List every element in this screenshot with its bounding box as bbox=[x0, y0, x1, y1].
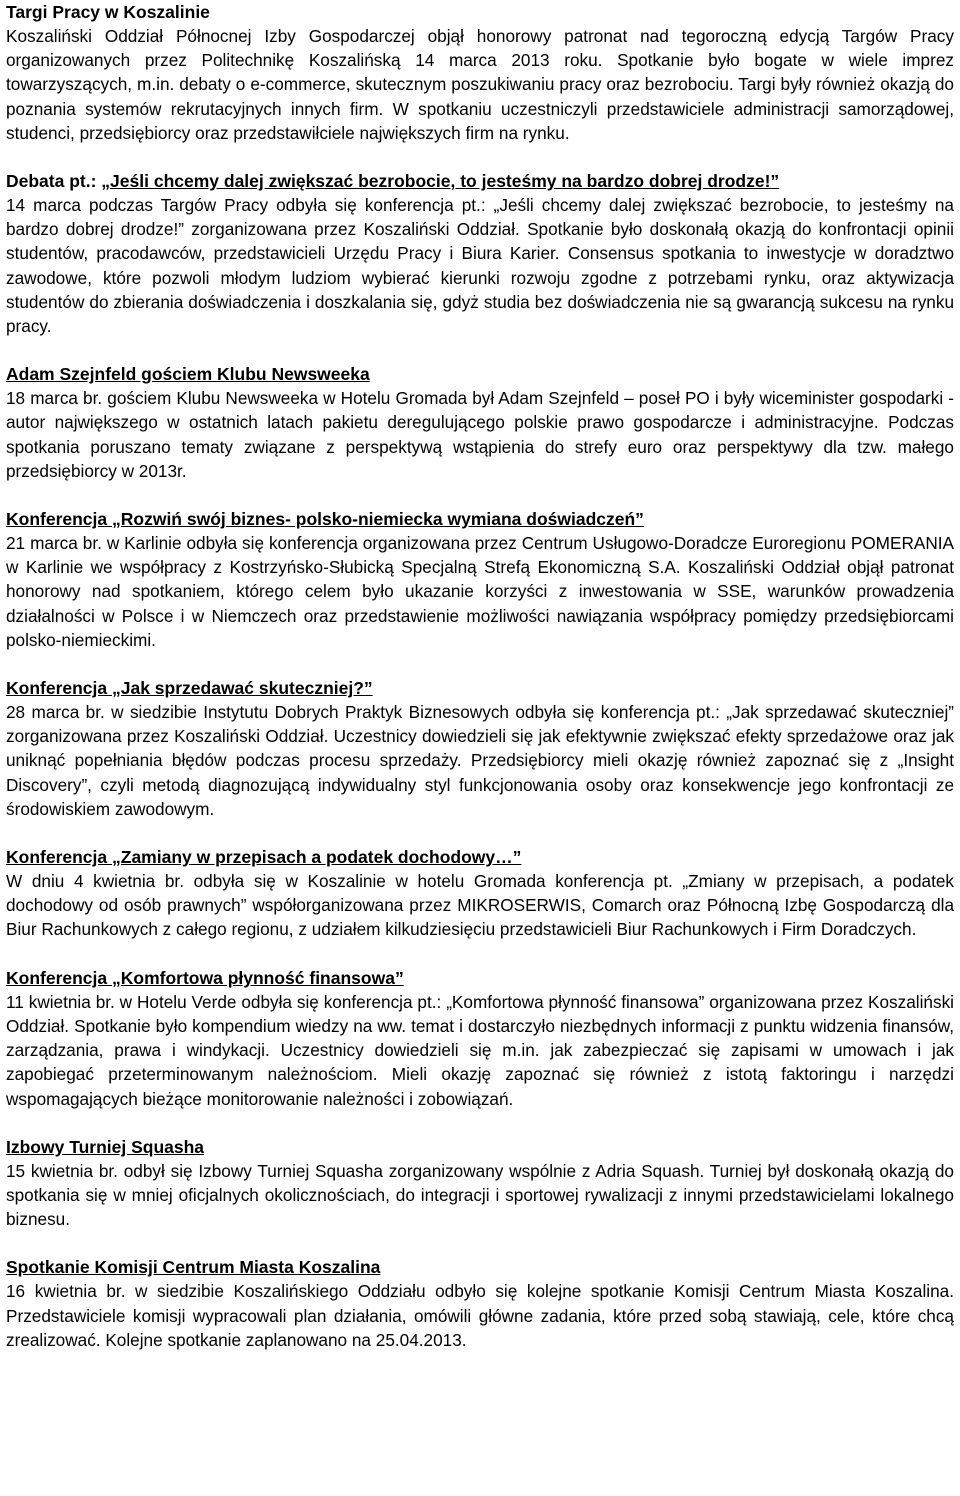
document bbox=[6, 0, 954, 1352]
section-title: Targi Pracy w Koszalinie bbox=[6, 2, 210, 22]
spacer bbox=[6, 145, 954, 169]
section-body: 15 kwietnia br. odbył się Izbowy Turniej Squasha zorganizowany wspólnie z Adria Squash. Turniej był doskonałą okazją do spotkania się w mniej oficjalnych okolicznościach, do integracji i sportowej rywalizacji z innymi przedstawicielami lokalnego biznesu. bbox=[6, 1160, 954, 1230]
section-body: 11 kwietnia br. w Hotelu Verde odbyła się konferencja pt.: „Komfortowa płynność finansowa” organizowana przez Koszaliński Oddział. Spotkanie było kompendium wiedzy na ww. temat i dostarczyło niezbędnych informacji z punktu widzenia finansów, zarządzania, prawa i windykacji. Uczestnicy dowiedzieli się m.in. jak zabezpieczać się zapisami w umowach i jak zapobiegać przeterminowanym należnościom. Mieli okazję zapoznać się również z istotą faktoringu i narzędzi wspomagających bieżące monitorowanie należności i zobowiązań. bbox=[6, 991, 954, 1109]
section-komfortowa-plynnosc bbox=[6, 966, 954, 1111]
section-targi-pracy bbox=[6, 0, 954, 145]
section-body: Koszaliński Oddział Północnej Izby Gospodarczej objął honorowy patronat nad tegoroczną edycją Targów Pracy organizowanych przez Politechnikę Koszalińską 14 marca 2013 roku. Spotkanie było bogate w wiele imprez towarzyszących, m.in. debaty o e-commerce, skutecznym poszukiwaniu pracy oraz bezrobociu. Targi były również okazją do poznania systemów rekrutacyjnych innych firm. W spotkaniu uczestniczyli przedstawiciele administracji samorządowej, studenci, przedsiębiorcy oraz przedstawiłciele największych firm na rynku. bbox=[6, 26, 954, 143]
section-title-prefix: Debata pt.: bbox=[6, 171, 102, 192]
section-title: Konferencja „Jak sprzedawać skuteczniej?” bbox=[6, 678, 373, 699]
section-title: Konferencja „Komfortowa płynność finansowa” bbox=[6, 967, 404, 988]
spacer bbox=[6, 483, 954, 507]
spacer bbox=[6, 821, 954, 845]
spacer bbox=[6, 338, 954, 362]
section-body: 14 marca podczas Targów Pracy odbyła się konferencja pt.: „Jeśli chcemy dalej zwiększać bezrobocie, to jesteśmy na bardzo dobrej drodze!” zorganizowana przez Koszaliński Oddział. Spotkanie było doskonałą okazją do konfrontacji opinii studentów, pracodawców, przedstawicieli Urzędu Pracy i Biura Karier. Consensus spotkania to inwestycje w doradztwo zawodowe, które pozwoli młodym ludziom wybierać kierunki rozwoju zgodne z potrzebami rynku, oraz aktywizacja studentów do zbierania doświadczenia i doszkalania się, gdyż studia bez doświadczenia nie są gwarancją sukcesu na rynku pracy. bbox=[6, 195, 954, 337]
section-title: Konferencja „Rozwiń swój biznes- polsko-niemiecka wymiana doświadczeń” bbox=[6, 509, 644, 530]
spacer bbox=[6, 652, 954, 676]
section-title: Spotkanie Komisji Centrum Miasta Koszalina bbox=[6, 1257, 381, 1278]
section-title: Konferencja „Zamiany w przepisach a podatek dochodowy…” bbox=[6, 847, 522, 868]
section-szejnfeld bbox=[6, 362, 954, 483]
section-title: Izbowy Turniej Squasha bbox=[6, 1136, 205, 1157]
section-body: W dniu 4 kwietnia br. odbyła się w Koszalinie w hotelu Gromada konferencja pt. „Zmiany w przepisach, a podatek dochodowy od osób prawnych” współorganizowana przez MIKROSERWIS, Comarch oraz Północną Izbę Gospodarczą dla Biur Rachunkowych z całego regionu, z udziałem kilkudziesięciu przedstawicieli Biur Rachunkowych i Firm Doradczych. bbox=[6, 871, 954, 940]
section-debata bbox=[6, 169, 954, 338]
section-title-main: „Jeśli chcemy dalej zwiększać bezrobocie, to jesteśmy na bardzo dobrej drodze!” bbox=[101, 171, 780, 192]
section-body: 18 marca br. gościem Klubu Newsweeka w Hotelu Gromada był Adam Szejnfeld – poseł PO i były wiceminister gospodarki - autor największego w ostatnich latach pakietu deregulującego polskie prawo gospodarcze i administracyjne. Podczas spotkania poruszano tematy związane z perspektywą wstąpienia do strefy euro oraz perspektywy dla tzw. małego przedsiębiorcy w 2013r. bbox=[6, 388, 954, 481]
section-turniej-squasha bbox=[6, 1135, 954, 1232]
section-title: Adam Szejnfeld gościem Klubu Newsweeka bbox=[6, 364, 370, 385]
section-rozwin-biznes bbox=[6, 507, 954, 652]
section-zamiany-przepisy bbox=[6, 845, 954, 942]
section-title bbox=[6, 169, 954, 193]
spacer bbox=[6, 1111, 954, 1135]
section-komisja-centrum bbox=[6, 1255, 954, 1352]
spacer bbox=[6, 942, 954, 966]
spacer bbox=[6, 1231, 954, 1255]
section-body: 21 marca br. w Karlinie odbyła się konferencja organizowana przez Centrum Usługowo-Doradcze Euroregionu POMERANIA w Karlinie we współpracy z Kostrzyńsko-Słubicką Specjalną Strefą Ekonomiczną S.A. Koszaliński Oddział objął patronat honorowy nad spotkaniem, którego celem było ukazanie korzyści z inwestowania w SSE, warunków prowadzenia działalności w Polsce i w Niemczech oraz przedstawienie możliwości nawiązania współpracy pomiędzy przedsiębiorcami polsko-niemieckimi. bbox=[6, 533, 954, 650]
section-body: 16 kwietnia br. w siedzibie Koszalińskiego Oddziału odbyło się kolejne spotkanie Komisji Centrum Miasta Koszalina. Przedstawiciele komisji wypracowali plan działania, omówili główne zadania, które przed sobą stawiają, cele, które chcą zrealizować. Kolejne spotkanie zaplanowano na 25.04.2013. bbox=[6, 1281, 954, 1350]
section-body: 28 marca br. w siedzibie Instytutu Dobrych Praktyk Biznesowych odbyła się konferencja pt.: „Jak sprzedawać skuteczniej” zorganizowana przez Koszaliński Oddział. Uczestnicy dowiedzieli się jak efektywnie zwiększać efekty sprzedażowe oraz jak uniknąć popełniania błędów podczas procesu sprzedaży. Przedsiębiorcy mieli okazję również zapoznać się z „Insight Discovery”, czyli metodą diagnozującą indywidualny styl funkcjonowania osoby oraz konsekwencje jego konfrontacji ze środowiskiem zawodowym. bbox=[6, 702, 954, 819]
section-jak-sprzedawac bbox=[6, 676, 954, 821]
